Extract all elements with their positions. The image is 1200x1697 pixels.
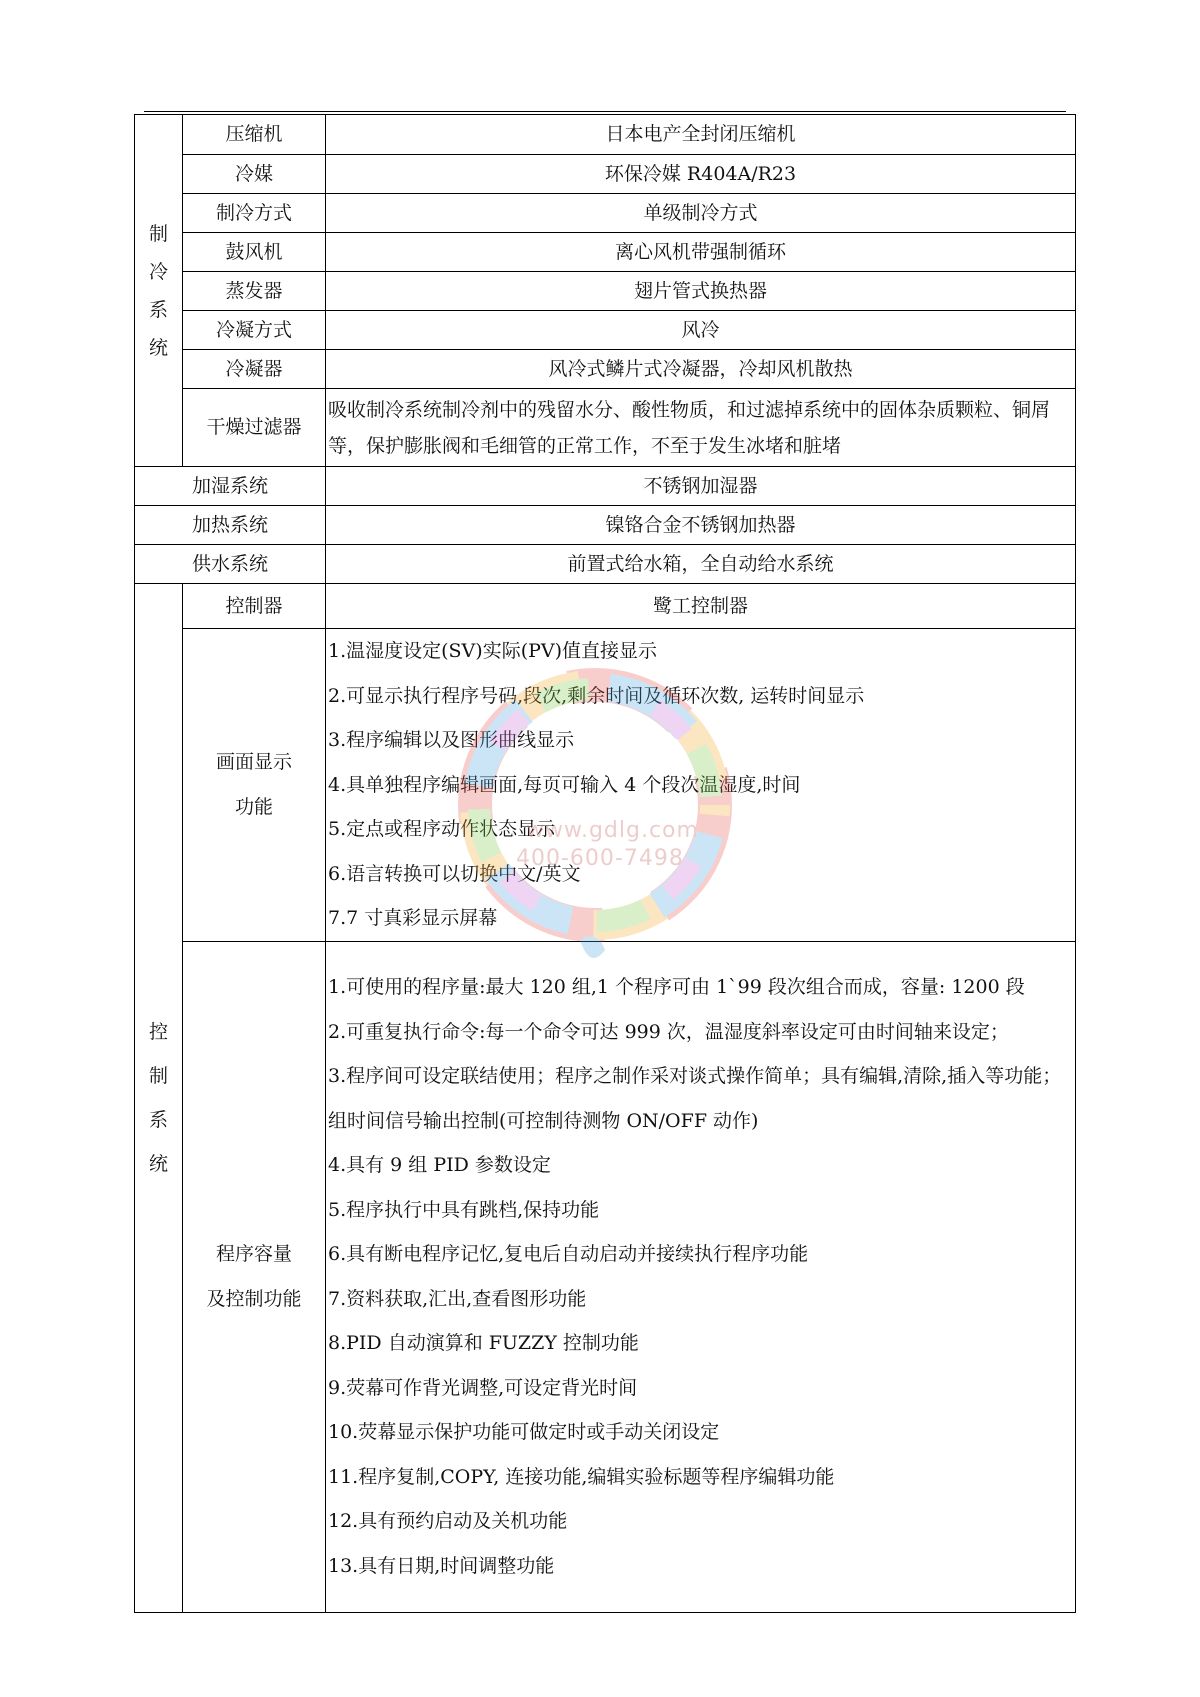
table-row xyxy=(135,467,1076,506)
system-value-humidify: 不锈钢加湿器 xyxy=(326,467,1076,506)
program-function-label: 程序容量 及控制功能 xyxy=(183,941,326,1612)
row-value: 单级制冷方式 xyxy=(326,194,1076,233)
group-label-refrigeration: 制 冷 系 统 xyxy=(135,115,183,467)
table-row xyxy=(135,389,1076,467)
row-value: 吸收制冷系统制冷剂中的残留水分、酸性物质，和过滤掉系统中的固体杂质颗粒、铜屑等，保护膨胀阀和毛细管的正常工作，不至于发生冰堵和脏堵 xyxy=(326,389,1076,467)
watermark-phone: 400-600-7498 xyxy=(516,846,684,871)
row-value: 环保冷媒 R404A/R23 xyxy=(326,155,1076,194)
row-value: 离心风机带强制循环 xyxy=(326,233,1076,272)
list-item: 5.定点或程序动作状态显示 xyxy=(328,818,556,840)
row-label: 制冷方式 xyxy=(183,194,326,233)
system-label-heating: 加热系统 xyxy=(135,506,326,545)
list-item: 4.具有 9 组 PID 参数设定 xyxy=(328,1154,551,1176)
table-row xyxy=(135,941,1076,1612)
list-item: 7.资料获取,汇出,查看图形功能 xyxy=(328,1287,587,1310)
list-item: 9.荧幕可作背光调整,可设定背光时间 xyxy=(328,1376,638,1399)
list-item: 6.具有断电程序记忆,复电后自动启动并接续执行程序功能 xyxy=(328,1243,809,1265)
system-value-heating: 镍铬合金不锈钢加热器 xyxy=(326,506,1076,545)
table-row xyxy=(135,545,1076,584)
row-value: 风冷式鳞片式冷凝器，冷却风机散热 xyxy=(326,350,1076,389)
top-rule xyxy=(144,111,1066,112)
row-label: 冷媒 xyxy=(183,155,326,194)
display-function-list xyxy=(326,629,1076,942)
table-row xyxy=(135,272,1076,311)
program-function-list xyxy=(326,941,1076,1612)
table-row xyxy=(135,155,1076,194)
row-value: 日本电产全封闭压缩机 xyxy=(326,115,1076,155)
list-item: 7.7 寸真彩显示屏幕 xyxy=(328,907,498,929)
system-label-water: 供水系统 xyxy=(135,545,326,584)
group-label-control: 控 制 系 统 xyxy=(135,584,183,1613)
table-row xyxy=(135,350,1076,389)
list-item: 2.可显示执行程序号码,段次,剩余时间及循环次数, 运转时间显示 xyxy=(328,684,865,707)
table-row xyxy=(135,233,1076,272)
table-row xyxy=(135,506,1076,545)
system-value-water: 前置式给水箱，全自动给水系统 xyxy=(326,545,1076,584)
row-label: 鼓风机 xyxy=(183,233,326,272)
table-row xyxy=(135,194,1076,233)
table-row xyxy=(135,115,1076,155)
list-item: 1.温湿度设定(SV)实际(PV)值直接显示 xyxy=(328,640,658,662)
table-row xyxy=(135,311,1076,350)
list-item: 6.语言转换可以切换中文/英文 xyxy=(328,862,581,885)
row-label: 干燥过滤器 xyxy=(183,389,326,467)
spec-table xyxy=(134,114,1076,1613)
controller-value: 鹭工控制器 xyxy=(326,584,1076,629)
table-row xyxy=(135,629,1076,942)
list-item: 3.程序间可设定联结使用；程序之制作采对谈式操作简单；具有编辑,清除,插入等功能；组时间信号输出控制(可控制待测物 ON/OFF 动作) xyxy=(328,1065,1062,1132)
row-value: 翅片管式换热器 xyxy=(326,272,1076,311)
row-label: 压缩机 xyxy=(183,115,326,155)
list-item: 13.具有日期,时间调整功能 xyxy=(328,1554,555,1577)
row-value: 风冷 xyxy=(326,311,1076,350)
list-item: 1.可使用的程序量:最大 120 组,1 个程序可由 1`99 段次组合而成，容量: 1200 段 xyxy=(328,976,1025,998)
list-item: 8.PID 自动演算和 FUZZY 控制功能 xyxy=(328,1332,639,1354)
row-label: 冷凝器 xyxy=(183,350,326,389)
row-label: 蒸发器 xyxy=(183,272,326,311)
list-item: 5.程序执行中具有跳档,保持功能 xyxy=(328,1198,600,1221)
display-function-label: 画面显示 功能 xyxy=(183,629,326,942)
list-item: 12.具有预约启动及关机功能 xyxy=(328,1510,568,1532)
system-label-humidify: 加湿系统 xyxy=(135,467,326,506)
table-row xyxy=(135,584,1076,629)
watermark-text: www.gdlg.com xyxy=(526,818,699,843)
list-item: 3.程序编辑以及图形曲线显示 xyxy=(328,729,575,751)
list-item: 4.具单独程序编辑画面,每页可输入 4 个段次温湿度,时间 xyxy=(328,773,801,796)
list-item: 11.程序复制,COPY, 连接功能,编辑实验标题等程序编辑功能 xyxy=(328,1465,835,1488)
row-label: 冷凝方式 xyxy=(183,311,326,350)
controller-label: 控制器 xyxy=(183,584,326,629)
list-item: 2.可重复执行命令:每一个命令可达 999 次，温湿度斜率设定可由时间轴来设定； xyxy=(328,1020,1009,1043)
list-item: 10.荧幕显示保护功能可做定时或手动关闭设定 xyxy=(328,1421,720,1443)
